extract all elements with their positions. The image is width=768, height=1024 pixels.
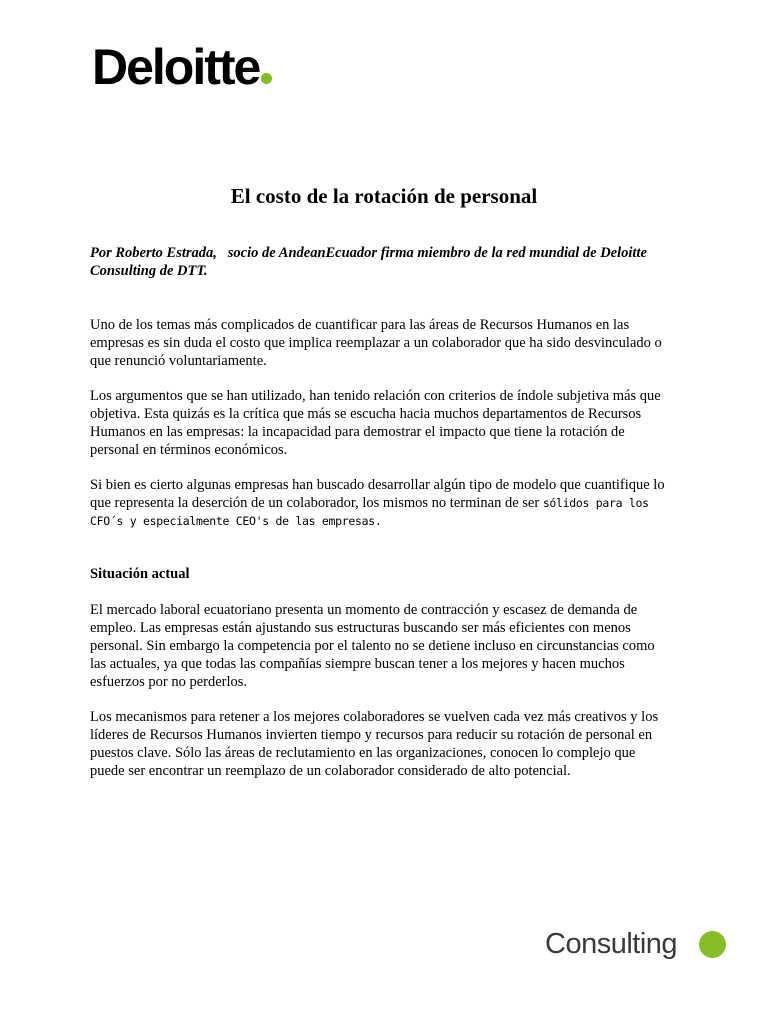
article-title: El costo de la rotación de personal bbox=[230, 184, 538, 208]
paragraph-5: Los mecanismos para retener a los mejores colaboradores se vuelven cada vez más creativos y los líderes de Recursos Humanos invierten tiempo y recursos para reducir su rotación de personal en puestos clave. Sólo las áreas de reclutamiento en las organizaciones, conocen lo complejo que puede ser encontrar un reemplazo de un colaborador considerado de alto potencial. bbox=[90, 709, 659, 779]
section-heading: Situación actual bbox=[90, 566, 190, 582]
consulting-brand bbox=[545, 928, 726, 961]
paragraph-3 bbox=[90, 476, 670, 530]
consulting-word: Consulting bbox=[545, 928, 678, 960]
article-byline: Por Roberto Estrada, socio de AndeanEcuador firma miembro de la red mundial de Deloitte Consulting de DTT. bbox=[90, 245, 651, 279]
logo-green-dot bbox=[261, 73, 272, 84]
consulting-green-dot bbox=[699, 931, 726, 958]
paragraph-3-mono-text: sólidos para los CFO´s y especialmente CEO's de las empresas. bbox=[90, 496, 649, 528]
logo-text: Deloitte bbox=[92, 39, 260, 95]
paragraph-3-text: Si bien es cierto algunas empresas han buscado desarrollar algún tipo de modelo que cuantifique lo que representa la deserción de un colaborador, los mismos no terminan de ser bbox=[90, 477, 665, 511]
paragraph-1: Uno de los temas más complicados de cuantificar para las áreas de Recursos Humanos en las empresas es sin duda el costo que implica reemplazar a un colaborador que ha sido desvinculado o que renunció voluntariamente. bbox=[90, 317, 662, 369]
deloitte-logo bbox=[92, 39, 272, 95]
paragraph-2: Los argumentos que se han utilizado, han tenido relación con criterios de índole subjetiva más que objetiva. Esta quizás es la crítica que más se escucha hacia muchos departamentos de Recursos Humanos en las empresas: la incapacidad para demostrar el impacto que tiene la rotación de personal en términos económicos. bbox=[90, 388, 661, 458]
paragraph-4: El mercado laboral ecuatoriano presenta un momento de contracción y escasez de demanda de empleo. Las empresas están ajustando sus estructuras buscando ser más eficientes con menos personal. Sin embargo la competencia por el talento no se detiene incluso en circunstancias como las actuales, ya que todas las compañías siempre buscan tener a los mejores y hacen muchos esfuerzos por no perderlos. bbox=[90, 602, 655, 690]
